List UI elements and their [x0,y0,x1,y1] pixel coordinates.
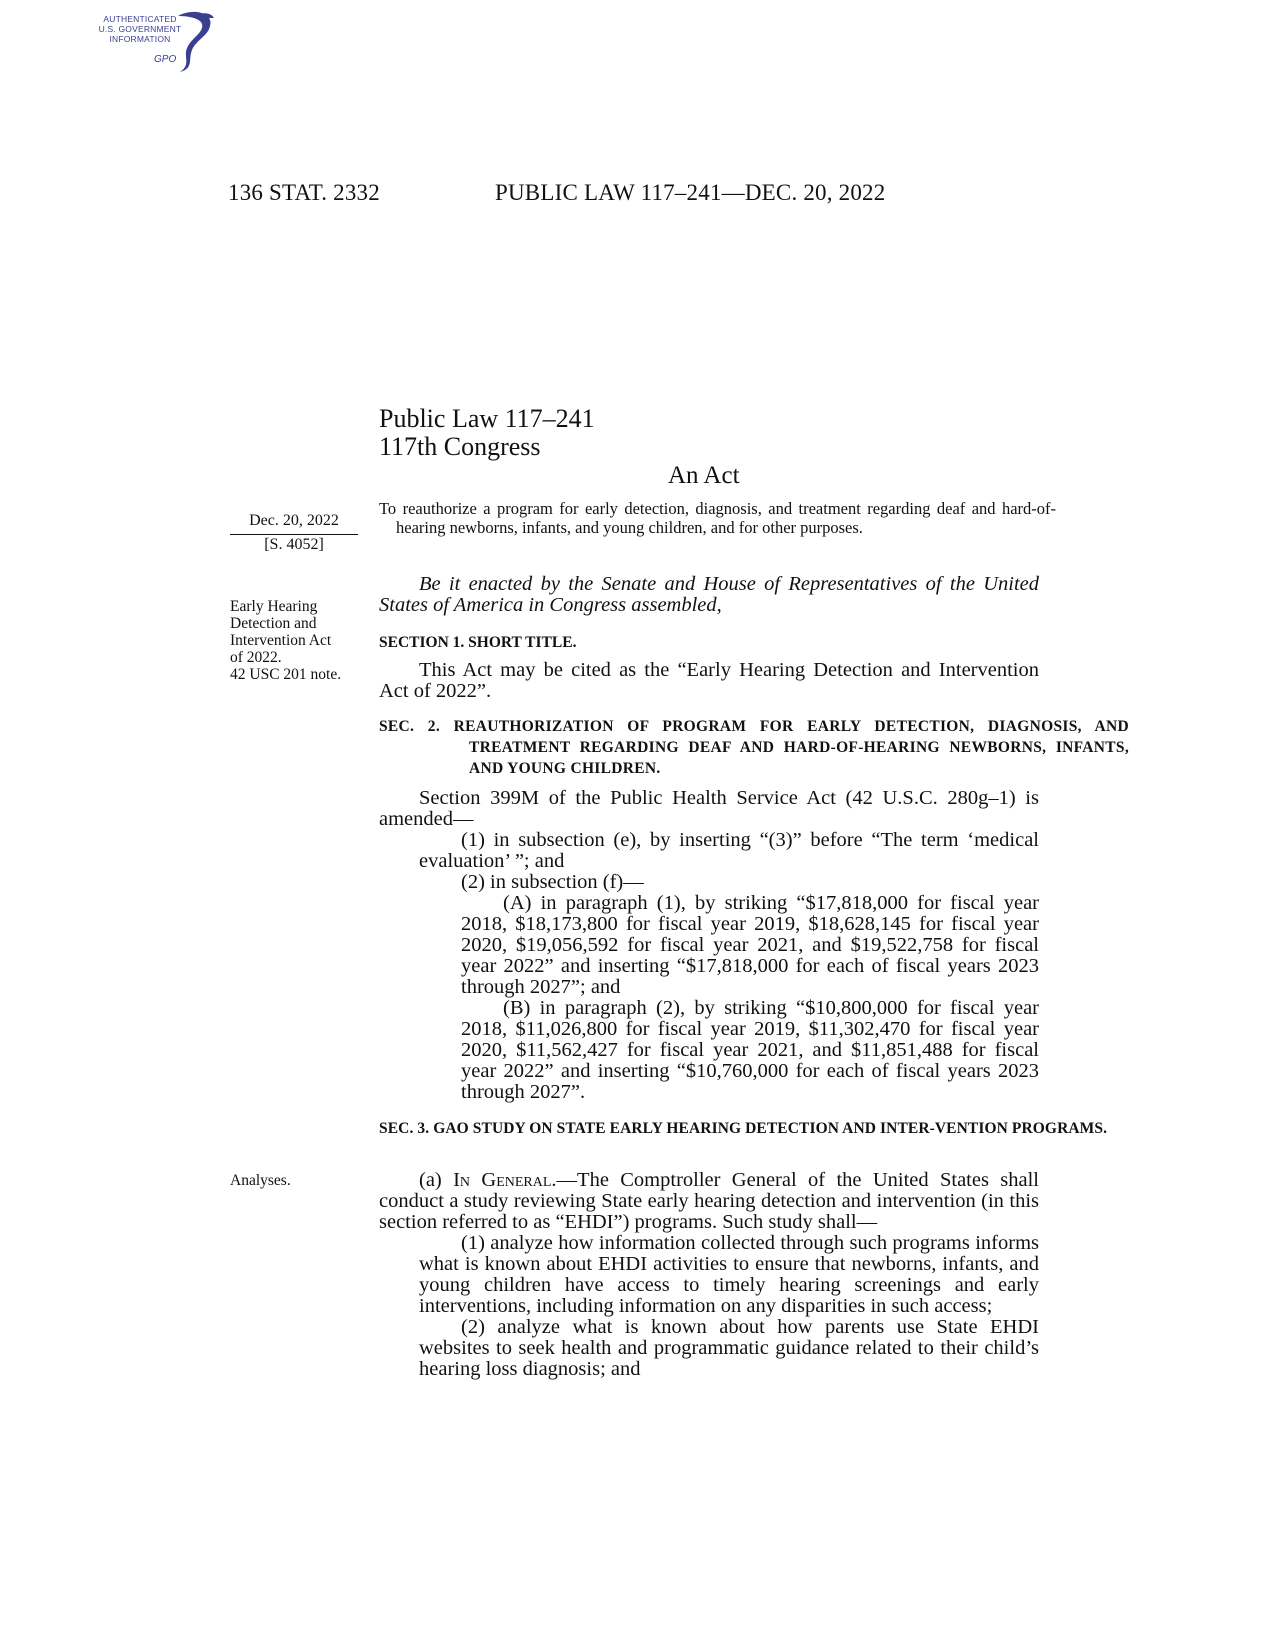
section-3-heading: SEC. 3. GAO STUDY ON STATE EARLY HEARING DETECTION AND INTER-VENTION PROGRAMS. [379,1120,1108,1137]
section-3-paragraph-2: (2) analyze what is known about how parents use State EHDI websites to seek health and programmatic guidance related to their child’s hearing loss diagnosis; and [419,1316,1039,1380]
act-purpose: To reauthorize a program for early detection, diagnosis, and treatment regarding deaf and hard-of-hearing newborns, infants, and young children, and for other purposes. [379,499,1056,537]
public-law-title: Public Law 117–241 [379,404,595,433]
section-3-body [379,1170,1039,1380]
subsection-label: (a) [419,1169,454,1191]
section-2-body [379,788,1039,1103]
margin-note-line: Detection and [230,615,317,632]
margin-note-line: Early Hearing [230,598,318,615]
section-2-subparagraph-a: (A) in paragraph (1), by striking “$17,818,000 for fiscal year 2018, $18,173,800 for fiscal year 2019, $18,628,145 for fiscal year 2020, $19,056,592 for fiscal year 2021, and $19,522,758 for fiscal year 2022” and inserting “$17,818,000 for each of fiscal years 2023 through 2027”; and [461,892,1039,998]
eagle-icon [170,10,222,74]
section-2-intro: Section 399M of the Public Health Service Act (42 U.S.C. 280g–1) is amended— [379,787,1039,830]
margin-note-line: Intervention Act [230,632,332,649]
page-stat-reference: 136 STAT. 2332 [228,180,380,205]
section-2-paragraph-1: (1) in subsection (e), by inserting “(3)” before “The term ‘medical evaluation’ ”; and [419,829,1039,872]
seal-line: U.S. GOVERNMENT [98,24,182,34]
seal-line: INFORMATION [109,34,171,44]
seal-line: AUTHENTICATED [103,14,177,24]
section-3-subsection-a [379,1170,1039,1233]
margin-date: Dec. 20, 2022 [249,512,339,529]
subsection-caption: In General [453,1169,552,1191]
an-act-heading: An Act [668,462,740,489]
margin-note-line: 42 USC 201 note. [230,666,342,683]
margin-divider [230,534,358,535]
section-2-heading: SEC. 2. REAUTHORIZATION OF PROGRAM FOR EARLY DETECTION, DIAGNOSIS, AND TREATMENT REGARDING DEAF AND HARD-OF-HEARING NEWBORNS, INFANTS, AND YOUNG CHILDREN. [379,718,1129,777]
section-3-paragraph-1: (1) analyze how information collected through such programs informs what is known about EHDI activities to ensure that newborns, infants, and young children have access to timely hearing screenings and early interventions, including information on any disparities in such access; [419,1232,1039,1317]
running-header-law: PUBLIC LAW 117–241—DEC. 20, 2022 [495,180,886,205]
section-2-subparagraph-b: (B) in paragraph (2), by striking “$10,800,000 for fiscal year 2018, $11,026,800 for fiscal year 2019, $11,302,470 for fiscal year 2020, $11,562,427 for fiscal year 2021, and $11,851,488 for fiscal year 2022” and inserting “$10,760,000 for each of fiscal years 2023 through 2027”. [461,997,1039,1103]
margin-analyses-note: Analyses. [230,1172,291,1189]
subsection-text: .—The Comptroller General of the United States shall conduct a study reviewing State early hearing detection and intervention (in this section referred to as “EHDI”) programs. Such study shall— [379,1169,1039,1233]
enacting-clause: Be it enacted by the Senate and House of Representatives of the United States of America in Congress assembled, [379,573,1039,616]
margin-bill-number: [S. 4052] [264,536,324,553]
congress-title: 117th Congress [379,432,541,461]
section-1-heading: SECTION 1. SHORT TITLE. [379,634,577,651]
margin-short-title-note [230,598,370,683]
seal-gpo-label: GPO [154,54,177,65]
gpo-authentication-seal [92,10,222,74]
section-2-paragraph-2: (2) in subsection (f)— [461,871,644,893]
margin-note-line: of 2022. [230,649,282,666]
section-1-text: This Act may be cited as the “Early Hearing Detection and Intervention Act of 2022”. [379,659,1039,702]
